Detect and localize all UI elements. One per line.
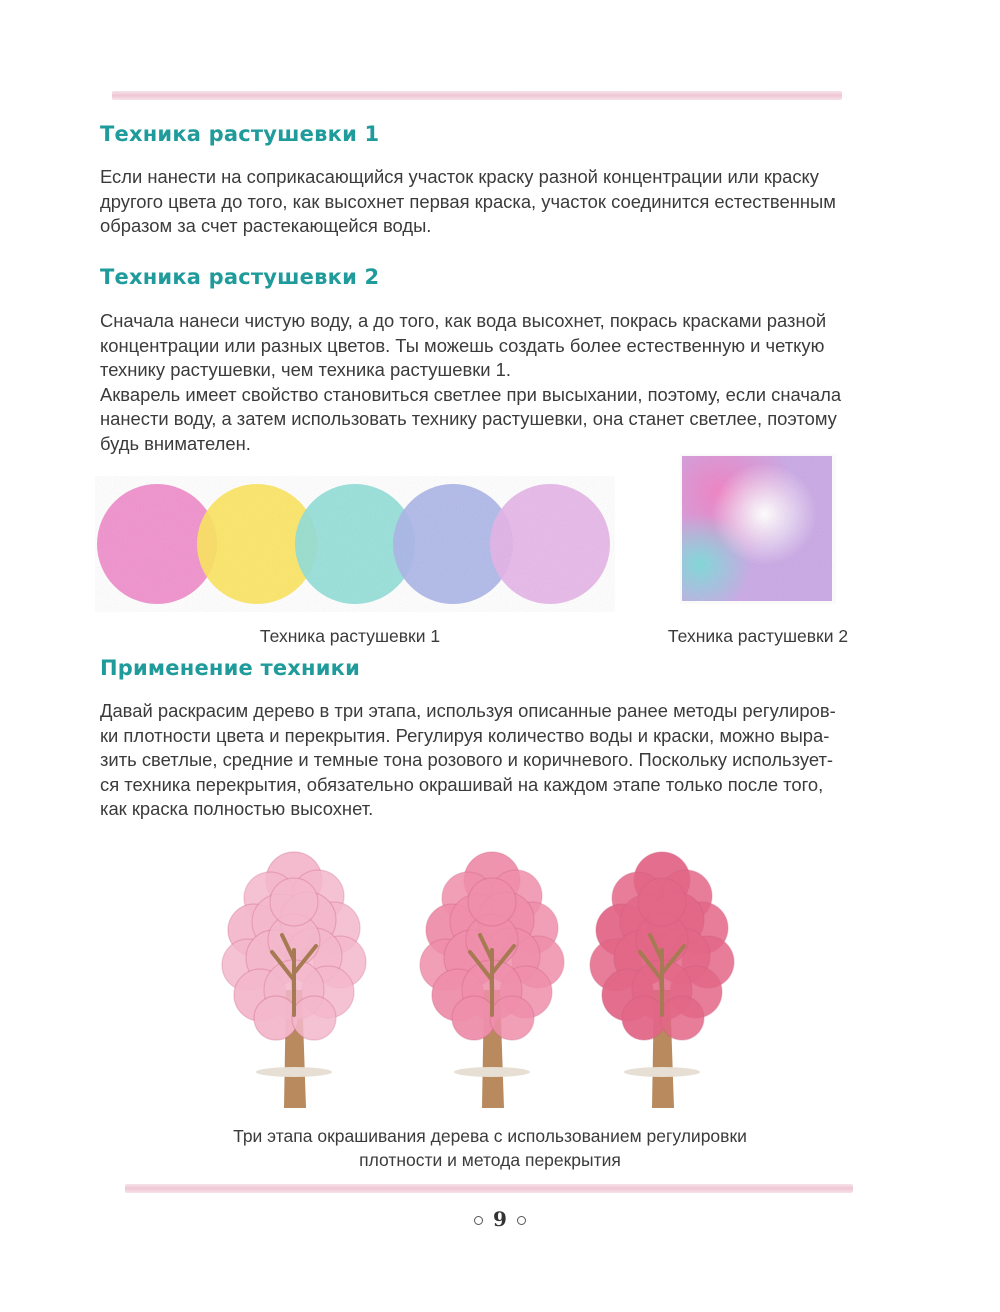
- bottom-decorative-rule: [125, 1184, 853, 1193]
- page-number: [0, 1207, 1000, 1231]
- watercolor-circle: [490, 484, 610, 604]
- circle-ornament-icon: [517, 1216, 526, 1225]
- caption-line: Три этапа окрашивания дерева с использованием регулировки: [233, 1126, 747, 1146]
- text-line: ся техника перекрытия, обязательно окрашивай на каждом этапе только после того,: [100, 773, 824, 795]
- cherry-tree-stage-2: [420, 852, 564, 1108]
- text-line: Сначала нанеси чистую воду, а до того, как вода высохнет, покрась красками разной: [100, 310, 827, 331]
- cherry-tree-stage-1: [222, 852, 366, 1108]
- cherry-tree-stage-3: [590, 852, 734, 1108]
- heading-blending-1: Техника растушевки 1: [100, 122, 380, 146]
- circle-ornament-icon: [474, 1216, 483, 1225]
- watercolor-square-illustration: [680, 454, 836, 604]
- text-line: нанести воду, а затем использовать технику растушевки, она станет светлее, поэтому: [100, 408, 837, 430]
- text-line: как краска полностью высохнет.: [100, 798, 374, 820]
- caption-line: плотности и метода перекрытия: [359, 1150, 621, 1170]
- page-number-text: 9: [493, 1207, 507, 1231]
- text-line: концентрации или разных цветов. Ты можешь создать более естественную и четкую: [100, 334, 825, 356]
- caption-blending-1: Техника растушевки 1: [259, 626, 441, 646]
- paragraph-application: [100, 699, 878, 822]
- text-line: ки плотности цвета и перекрытия. Регулируя количество воды и краски, можно выра-: [100, 724, 830, 746]
- caption-blending-2: Техника растушевки 2: [667, 626, 849, 646]
- text-line: зить светлые, средние и темные тона розового и коричневого. Поскольку использует-: [100, 749, 834, 771]
- text-line: Давай раскрасим дерево в три этапа, используя описанные ранее методы регулиров-: [100, 700, 836, 721]
- top-decorative-rule: [112, 91, 842, 100]
- three-trees-illustration: [210, 840, 790, 1115]
- watercolor-circles-illustration: [95, 476, 615, 612]
- paragraph-blending-2: [100, 309, 878, 457]
- text-line: образом за счет растекающейся воды.: [100, 215, 432, 237]
- text-line: будь внимателен.: [100, 432, 251, 454]
- heading-blending-2: Техника растушевки 2: [100, 265, 380, 289]
- trees-caption: [150, 1124, 830, 1172]
- text-line: технику растушевки, чем техника растушевки 1.: [100, 359, 511, 381]
- heading-application: Применение техники: [100, 656, 361, 680]
- text-line: Акварель имеет свойство становиться светлее при высыхании, поэтому, если сначала: [100, 383, 842, 405]
- paragraph-blending-1: [100, 165, 878, 239]
- text-line: другого цвета до того, как высохнет первая краска, участок соединится естественным: [100, 190, 836, 212]
- text-line: Если нанести на соприкасающийся участок краску разной концентрации или краску: [100, 166, 820, 187]
